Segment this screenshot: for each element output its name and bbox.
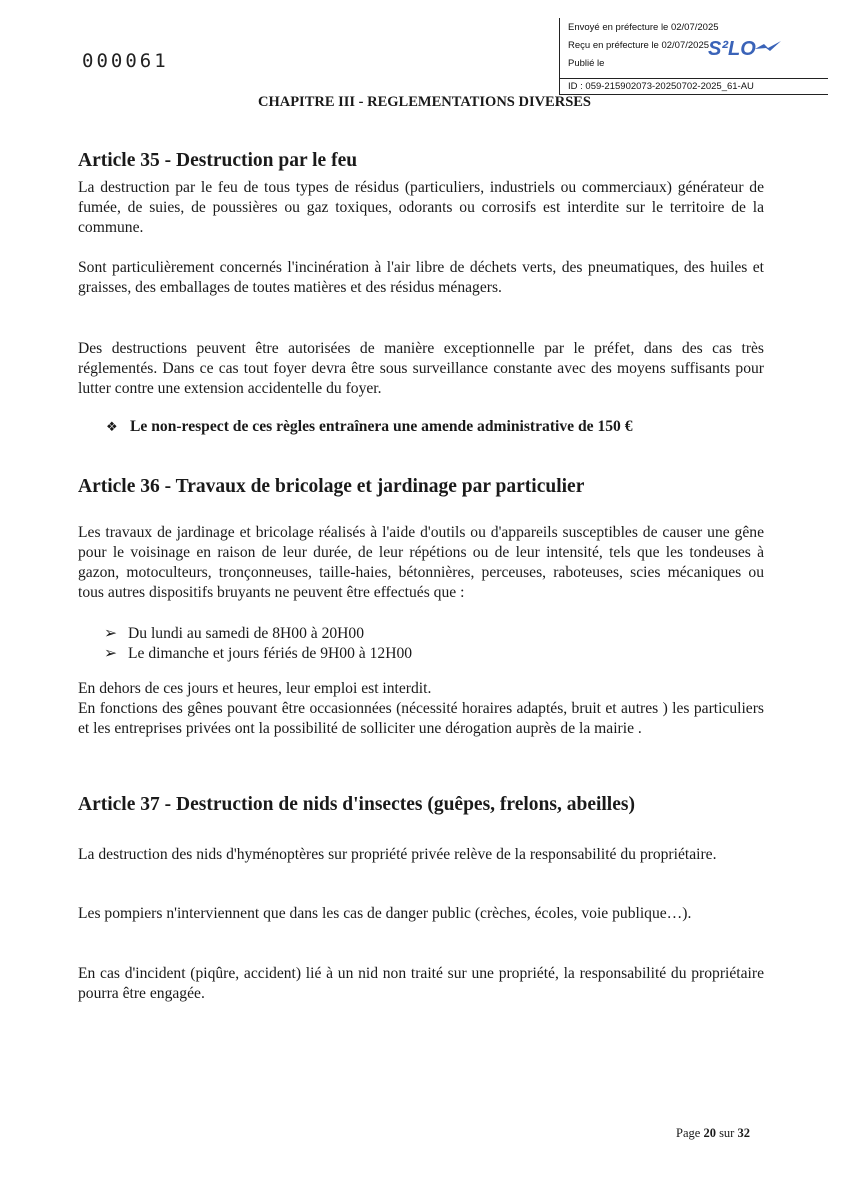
article-35-title: Article 35 - Destruction par le feu bbox=[78, 150, 358, 171]
article-35-paragraph-3: Des destructions peuvent être autorisées de manière exceptionnelle par le préfet, dans des cas très réglementés. Dans ce cas tout foyer devra être sous surveillance constante avec des moyens suffisants pour lutter contre une extension accidentelle du foyer. bbox=[78, 340, 764, 397]
article-36-paragraph-1: Les travaux de jardinage et bricolage réalisés à l'aide d'outils ou d'appareils susceptibles de causer une gêne pour le voisinage en raison de leur durée, de leur répétions ou de leur intensité, tels que les tondeuses à gazon, motoculteurs, tronçonneuses, taille-haies, bétonnières, perceuses, raboteuses, scies mécaniques ou tous autres dispositifs bruyants ne peuvent être effectués que : bbox=[78, 524, 764, 601]
stamp-sent-date: Envoyé en préfecture le 02/07/2025 bbox=[568, 22, 719, 33]
schedule-sundays-text: Le dimanche et jours fériés de 9H00 à 12H00 bbox=[128, 645, 413, 662]
stamp-received-date: Reçu en préfecture le 02/07/2025 bbox=[568, 40, 710, 51]
article-37-paragraph-3: En cas d'incident (piqûre, accident) lié à un nid non traité sur une propriété, la responsabilité du propriétaire pourra être engagée. bbox=[78, 965, 764, 1002]
schedule-weekdays-text: Du lundi au samedi de 8H00 à 20H00 bbox=[128, 625, 365, 642]
stamp-published: Publié le bbox=[568, 58, 605, 69]
document-number: 000061 bbox=[82, 50, 169, 72]
page-number: 20 bbox=[703, 1126, 716, 1140]
page-footer bbox=[676, 1126, 750, 1141]
page-of-label: sur bbox=[719, 1126, 735, 1140]
fine-notice-text: Le non-respect de ces règles entraînera une amende administrative de 150 € bbox=[130, 418, 633, 435]
article-35-fine-notice bbox=[106, 418, 633, 436]
arrow-bullet-icon: ➢ bbox=[104, 624, 118, 642]
article-35-paragraph-2: Sont particulièrement concernés l'incinération à l'air libre de déchets verts, des pneumatiques, des huiles et graisses, des emballages de toutes matières et des résidus ménagers. bbox=[78, 259, 764, 296]
stamp-id: ID : 059-215902073-20250702-2025_61-AU bbox=[560, 78, 828, 92]
bird-logo-icon bbox=[754, 40, 782, 54]
article-36-paragraph-2: En dehors de ces jours et heures, leur emploi est interdit. bbox=[78, 680, 432, 697]
article-36-paragraph-3: En fonctions des gênes pouvant être occasionnées (nécessité horaires adaptés, bruit et autres ) les particuliers et les entreprises privées ont la possibilité de solliciter une dérogation auprès de la mairie . bbox=[78, 700, 764, 737]
article-35-paragraph-1: La destruction par le feu de tous types de résidus (particuliers, industriels ou commerciaux) générateur de fumée, de suies, de poussières ou gaz toxiques, odorants ou corrosifs est interdite sur le territoire de la commune. bbox=[78, 179, 764, 236]
schedule-sundays bbox=[104, 644, 412, 663]
schedule-weekdays bbox=[104, 624, 364, 643]
diamond-bullet-icon: ❖ bbox=[106, 420, 118, 435]
s2lo-logo bbox=[708, 38, 756, 61]
page-total: 32 bbox=[737, 1126, 750, 1140]
article-37-paragraph-1: La destruction des nids d'hyménoptères sur propriété privée relève de la responsabilité du propriétaire. bbox=[78, 846, 717, 863]
arrow-bullet-icon: ➢ bbox=[104, 644, 118, 662]
chapter-title: CHAPITRE III - REGLEMENTATIONS DIVERSES bbox=[257, 94, 592, 110]
s2lo-logo-text: S²LO bbox=[708, 38, 756, 60]
article-36-title: Article 36 - Travaux de bricolage et jardinage par particulier bbox=[78, 476, 585, 497]
article-37-title: Article 37 - Destruction de nids d'insectes (guêpes, frelons, abeilles) bbox=[78, 794, 635, 815]
page-label: Page bbox=[676, 1126, 701, 1140]
prefecture-stamp bbox=[559, 18, 828, 95]
article-37-paragraph-2: Les pompiers n'interviennent que dans les cas de danger public (crèches, écoles, voie publique…). bbox=[78, 905, 692, 922]
